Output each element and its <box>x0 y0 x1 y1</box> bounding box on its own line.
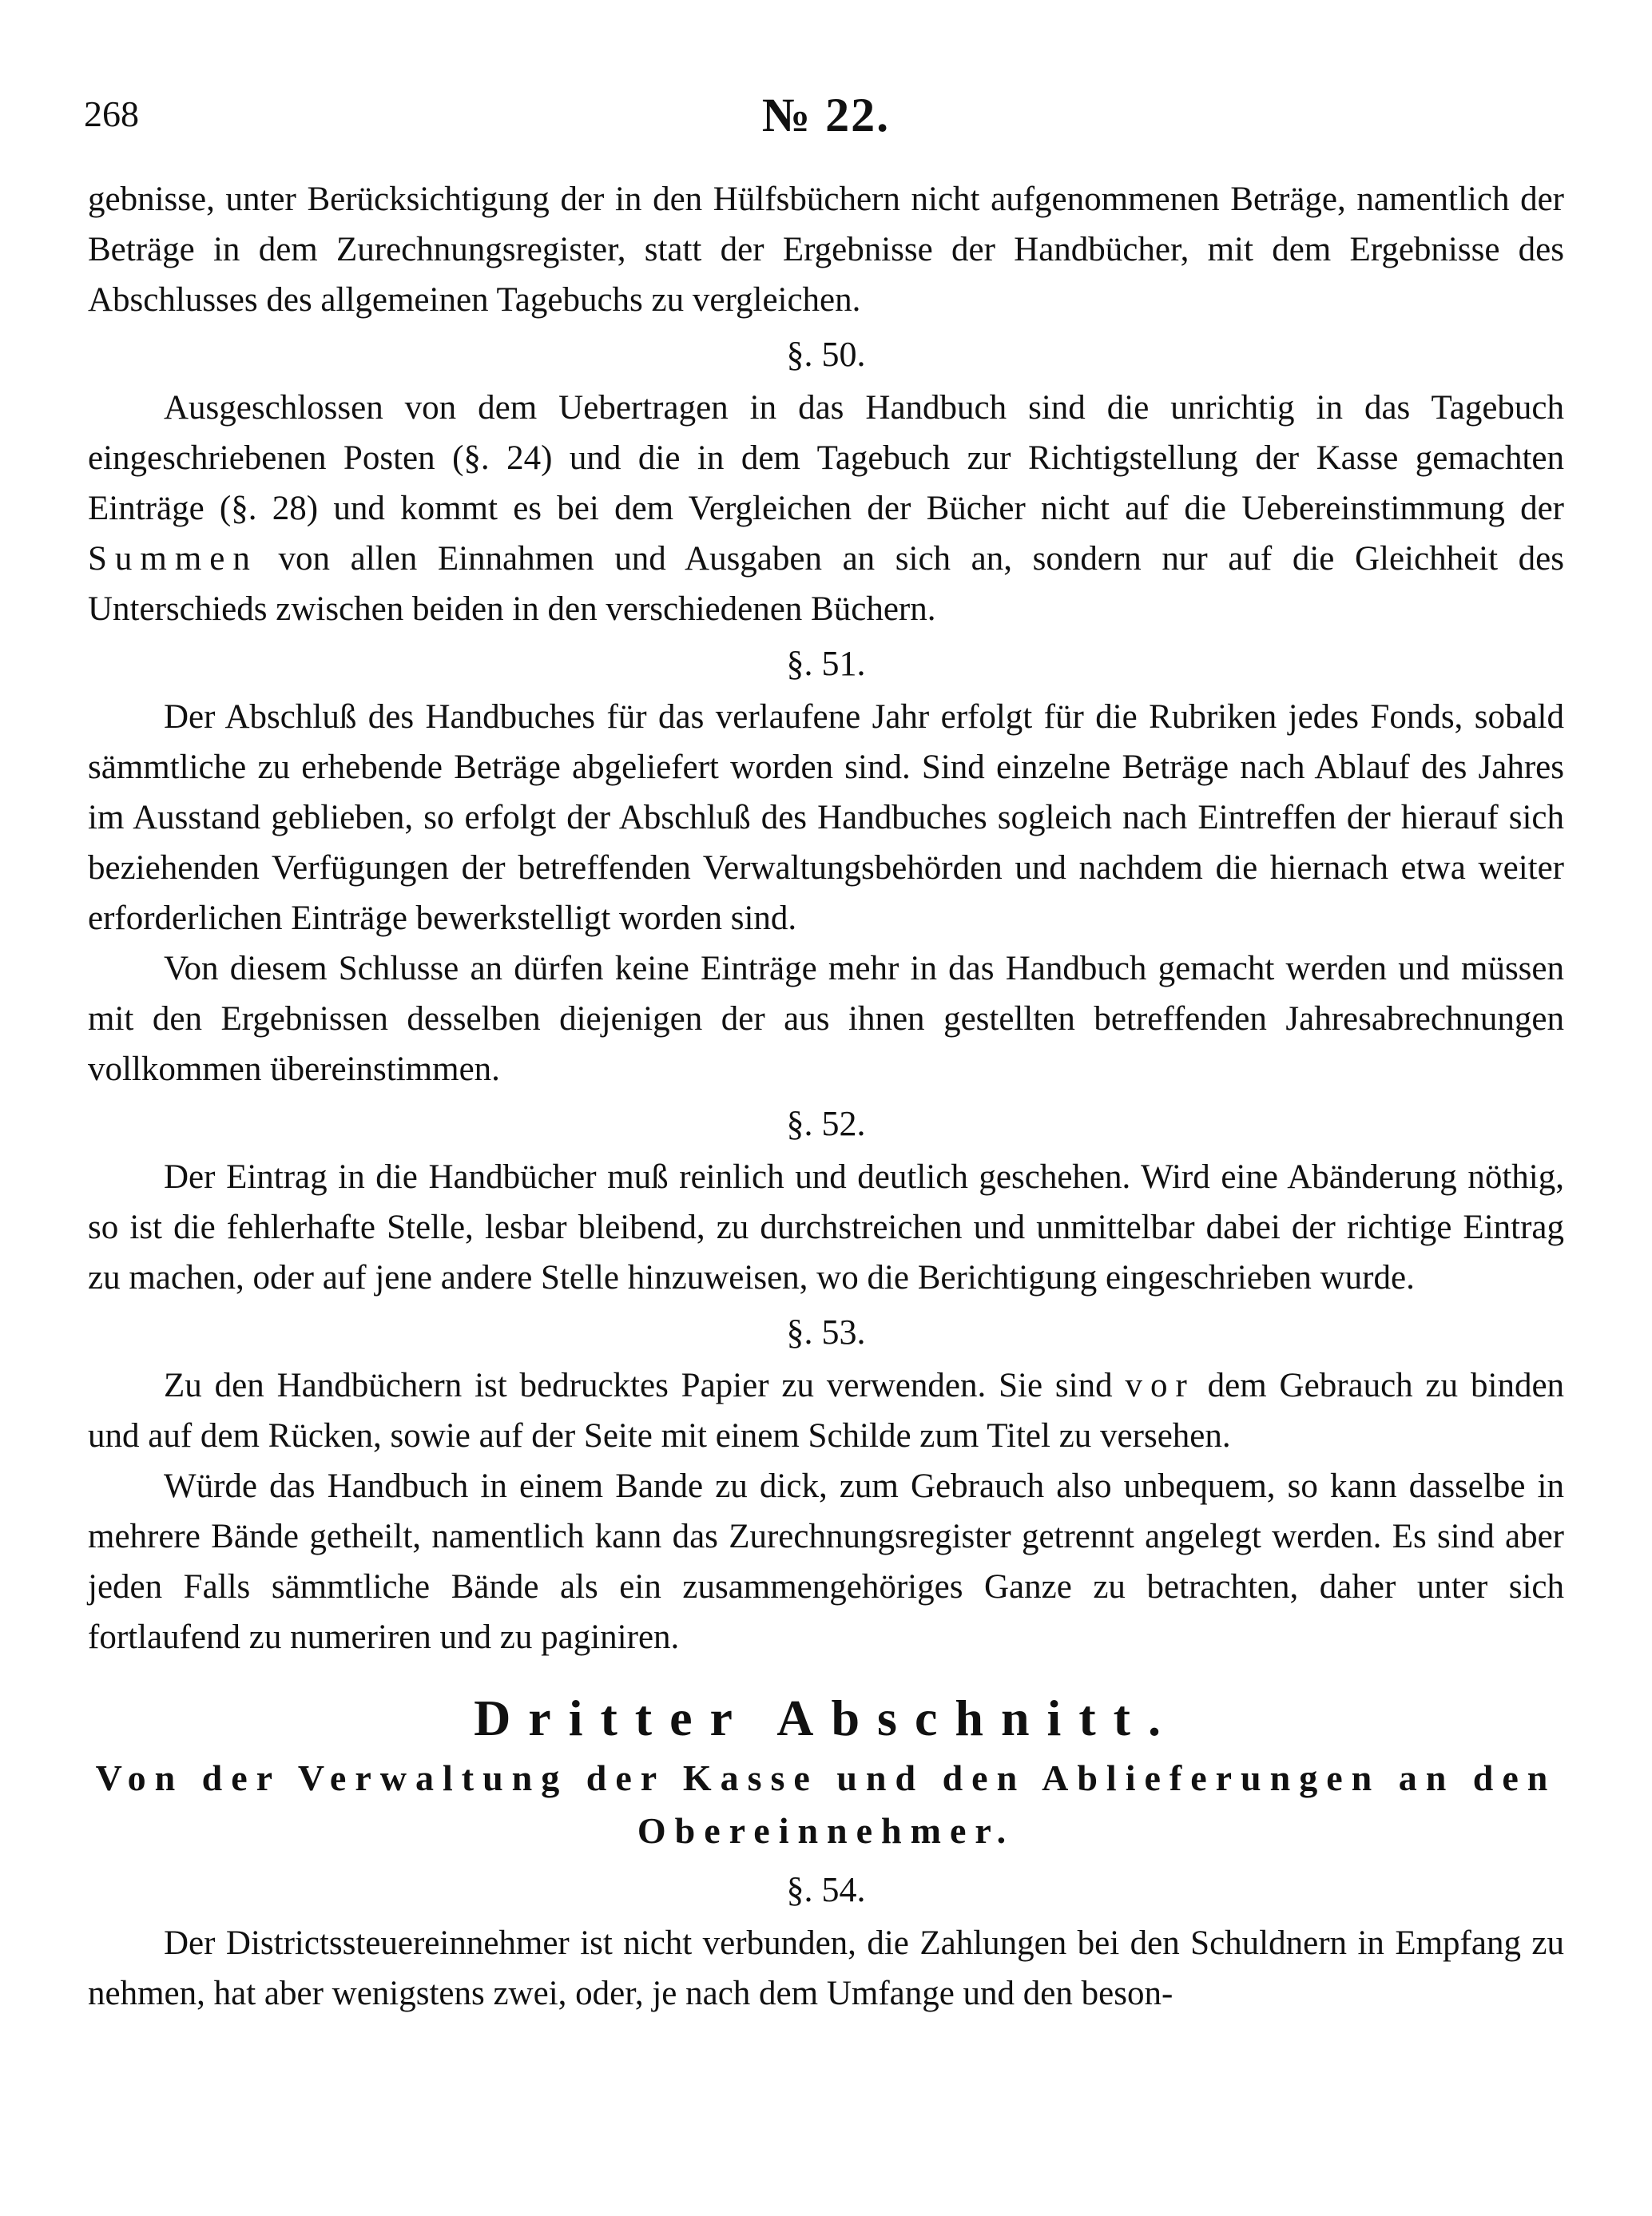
paragraph-53-1-part-2: dem Gebrauch zu binden und auf dem Rücken, sowie auf der Seite mit einem Schilde zum Titel zu versehen. <box>88 1367 1565 1455</box>
paragraph-53-1 <box>88 1360 1564 1461</box>
section-heading-50: §. 50. <box>786 335 866 374</box>
section-heading-52: §. 52. <box>786 1104 866 1143</box>
page-number: 268 <box>84 93 139 134</box>
paragraph-50-part-1: Ausgeschlossen von dem Uebertragen in das Handbuch sind die unrichtig in das Tagebuch eingeschriebenen Posten (§. 24) und die in dem Tagebuch zur Richtigstellung der Kasse gemachten Einträge (§. 28) und kommt es bei dem Vergleichen der Bücher nicht auf die Uebereinstimmung der <box>88 389 1564 527</box>
body-text <box>88 174 1564 2019</box>
paragraph-53-1-part-1: Zu den Handbüchern ist bedrucktes Papier zu verwenden. Sie sind <box>164 1367 1113 1404</box>
paragraph-53-2: Würde das Handbuch in einem Bande zu dick, zum Gebrauch also unbequem, so kann dasselbe in mehrere Bände getheilt, namentlich kann das Zurechnungsregister getrennt angelegt werden. Es sind aber jeden Falls sämmtliche Bände als ein zusammengehöriges Ganze zu betrachten, daher unter sich fortlaufend zu numeriren und zu paginiren. <box>88 1467 1564 1656</box>
paragraph-52: Der Eintrag in die Handbücher muß reinlich und deutlich geschehen. Wird eine Abänderung nöthig, so ist die fehlerhafte Stelle, lesbar bleibend, zu durchstreichen und unmittelbar dabei der richtige Eintrag zu machen, oder auf jene andere Stelle hinzuweisen, wo die Berichtigung eingeschrieben wurde. <box>88 1158 1564 1297</box>
section-heading-51: §. 51. <box>786 644 866 683</box>
paragraph-50 <box>88 383 1564 634</box>
emphasized-word: Summen <box>88 540 258 578</box>
paragraph-51-1: Der Abschluß des Handbuches für das verlaufene Jahr erfolgt für die Rubriken jedes Fonds, sobald sämmtliche zu erhebende Beträge abgeliefert worden sind. Sind einzelne Beträge nach Ablauf des Jahres im Ausstand geblieben, so erfolgt der Abschluß des Handbuches sogleich nach Eintreffen der hierauf sich beziehenden Verfügungen der betreffenden Verwaltungsbehörden und nachdem die hiernach etwa weiter erforderlichen Einträge bewerkstelligt worden sind. <box>88 698 1564 937</box>
paragraph-50-part-2: von allen Einnahmen und Ausgaben an sich an, sondern nur auf die Gleichheit des Unterschieds zwischen beiden in den verschiedenen Büchern. <box>88 540 1565 628</box>
page-header <box>84 88 1568 152</box>
section-heading-53: §. 53. <box>786 1313 866 1352</box>
paragraph-51-2: Von diesem Schlusse an dürfen keine Einträge mehr in das Handbuch gemacht werden und müssen mit den Ergebnissen desselben diejenigen der aus ihnen gestellten betreffenden Jahresabrechnungen vollkommen übereinstimmen. <box>88 950 1564 1088</box>
paragraph-54: Der Districtssteuereinnehmer ist nicht verbunden, die Zahlungen bei den Schuldnern in Empfang zu nehmen, hat aber wenigstens zwei, oder, je nach dem Umfange und den beson- <box>88 1924 1564 2012</box>
chapter-title: Dritter Abschnitt. <box>474 1690 1178 1746</box>
emphasized-word: vor <box>1125 1367 1195 1404</box>
section-heading-54: §. 54. <box>786 1870 866 1909</box>
issue-number: № 22. <box>761 89 891 141</box>
chapter-subtitle: Von der Verwaltung der Kasse und den Ablieferungen an den Obereinnehmer. <box>95 1757 1557 1851</box>
paragraph-continuation: gebnisse, unter Berücksichtigung der in den Hülfsbüchern nicht aufgenommenen Beträge, namentlich der Beträge in dem Zurechnungsregister, statt der Ergebnisse der Handbücher, mit dem Ergebnisse des Abschlusses des allgemeinen Tagebuchs zu vergleichen. <box>88 181 1564 319</box>
